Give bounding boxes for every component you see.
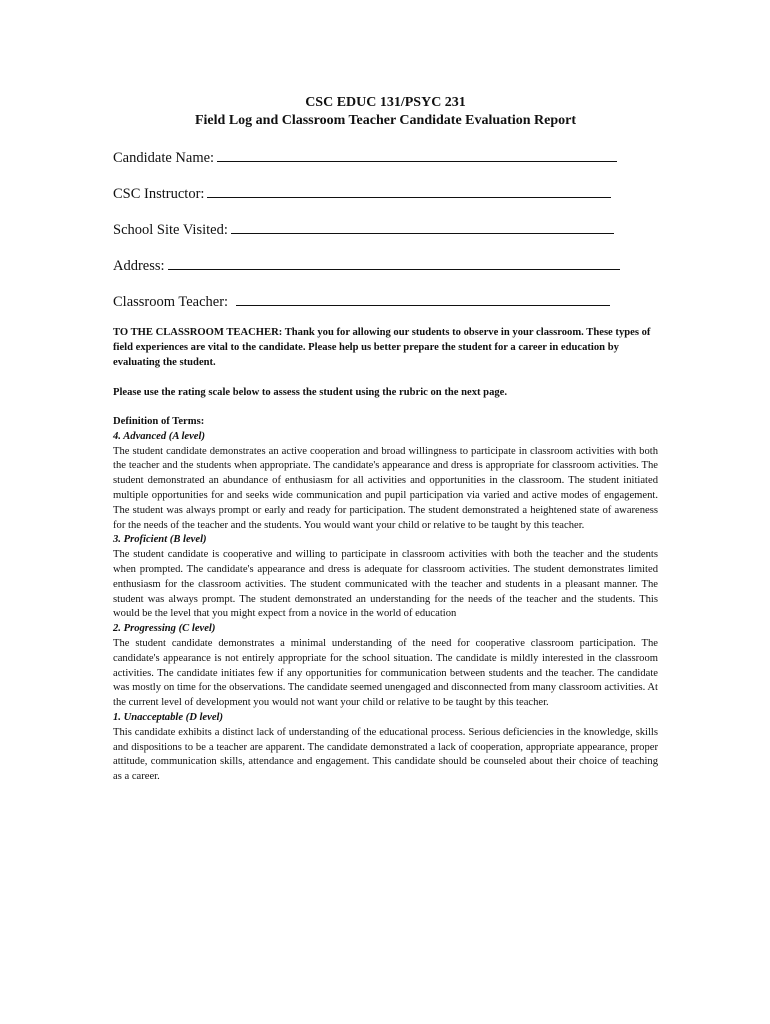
report-title: Field Log and Classroom Teacher Candidate Evaluation Report — [194, 113, 577, 128]
level-description-advanced: The student candidate demonstrates an active cooperation and broad willingness to participate in classroom activities with both the teacher and the students when appropriate. The candidate's appearance and dress is appropriate for classroom activities. The student demonstrated an abundance of enthusiasm for all activities and opportunities in the classroom. The student initiated multiple opportunities for and seeks wide communication and pupil participation via varied and active modes of engagement. The student was always prompt or early and ready for participation. The student demonstrated a heightened state of awareness for the needs of the teacher and the students. You would want your child or relative to be taught by this teacher. — [113, 445, 658, 531]
level-title-proficient: 3. Proficient (B level) — [113, 534, 207, 546]
school-site-field[interactable] — [113, 219, 658, 255]
candidate-info-fields — [113, 147, 658, 327]
candidate-name-field[interactable] — [113, 147, 658, 183]
level-title-progressing: 2. Progressing (C level) — [113, 623, 216, 635]
classroom-teacher-field[interactable] — [113, 291, 658, 327]
field-blank-line[interactable] — [236, 291, 610, 306]
level-description-proficient: The student candidate is cooperative and willing to participate in classroom activities with both the teacher and the students when prompted. The candidate's appearance and dress is adequate for classroom activities. The student demonstrates limited enthusiasm for the classroom activities. The student communicated with the teacher and students in a pleasant manner. The student was always prompt. The student demonstrated an understanding for the needs of the teacher and the students. This would be the level that you might expect from a novice in the world of education — [113, 549, 658, 620]
course-code: CSC EDUC 131/PSYC 231 — [305, 95, 466, 110]
level-description-unacceptable: This candidate exhibits a distinct lack of understanding of the educational process. Serious deficiencies in the knowledge, skills and dispositions to be a teacher are apparent. The candidate demonstrated a lack of cooperation, appropriate appearance, proper attitude, communication skills, attendance and engagement. This candidate should be counseled about their choice of teaching as a career. — [113, 726, 658, 783]
csc-instructor-field[interactable] — [113, 183, 658, 219]
field-label: Address: — [113, 258, 165, 274]
field-blank-line[interactable] — [207, 183, 611, 198]
field-label: Candidate Name: — [113, 150, 215, 166]
document-page — [113, 94, 658, 785]
field-blank-line[interactable] — [231, 219, 614, 234]
field-label: Classroom Teacher: — [113, 294, 229, 310]
level-description-progressing: The student candidate demonstrates a minimal understanding of the need for cooperative classroom participation. The candidate's appearance is not entirely appropriate for the school situation. The candidate is mildly interested in the classroom activities. The candidate initiates few if any opportunities for communication between students and the teacher. The candidate was mostly on time for the observations. The candidate seemed unengaged and disconnected from many classroom activities. At the current level of development you would not want your child or relative to be taught by this teacher. — [113, 637, 658, 709]
level-title-unacceptable: 1. Unacceptable (D level) — [113, 711, 224, 723]
level-title-advanced: 4. Advanced (A level) — [113, 430, 205, 442]
rating-instruction: Please use the rating scale below to assess the student using the rubric on the next page. — [113, 387, 508, 398]
teacher-intro-paragraph: TO THE CLASSROOM TEACHER: Thank you for allowing our students to observe in your classroom. These types of field experiences are vital to the candidate. Please help us better prepare the student for a career in education by evaluating the student. — [113, 327, 651, 368]
address-field[interactable] — [113, 255, 658, 291]
field-blank-line[interactable] — [217, 147, 617, 162]
field-label: CSC Instructor: — [113, 186, 205, 202]
definitions-heading: Definition of Terms: — [113, 416, 205, 427]
field-label: School Site Visited: — [113, 222, 228, 238]
definitions-section — [113, 415, 658, 785]
field-blank-line[interactable] — [168, 255, 620, 270]
